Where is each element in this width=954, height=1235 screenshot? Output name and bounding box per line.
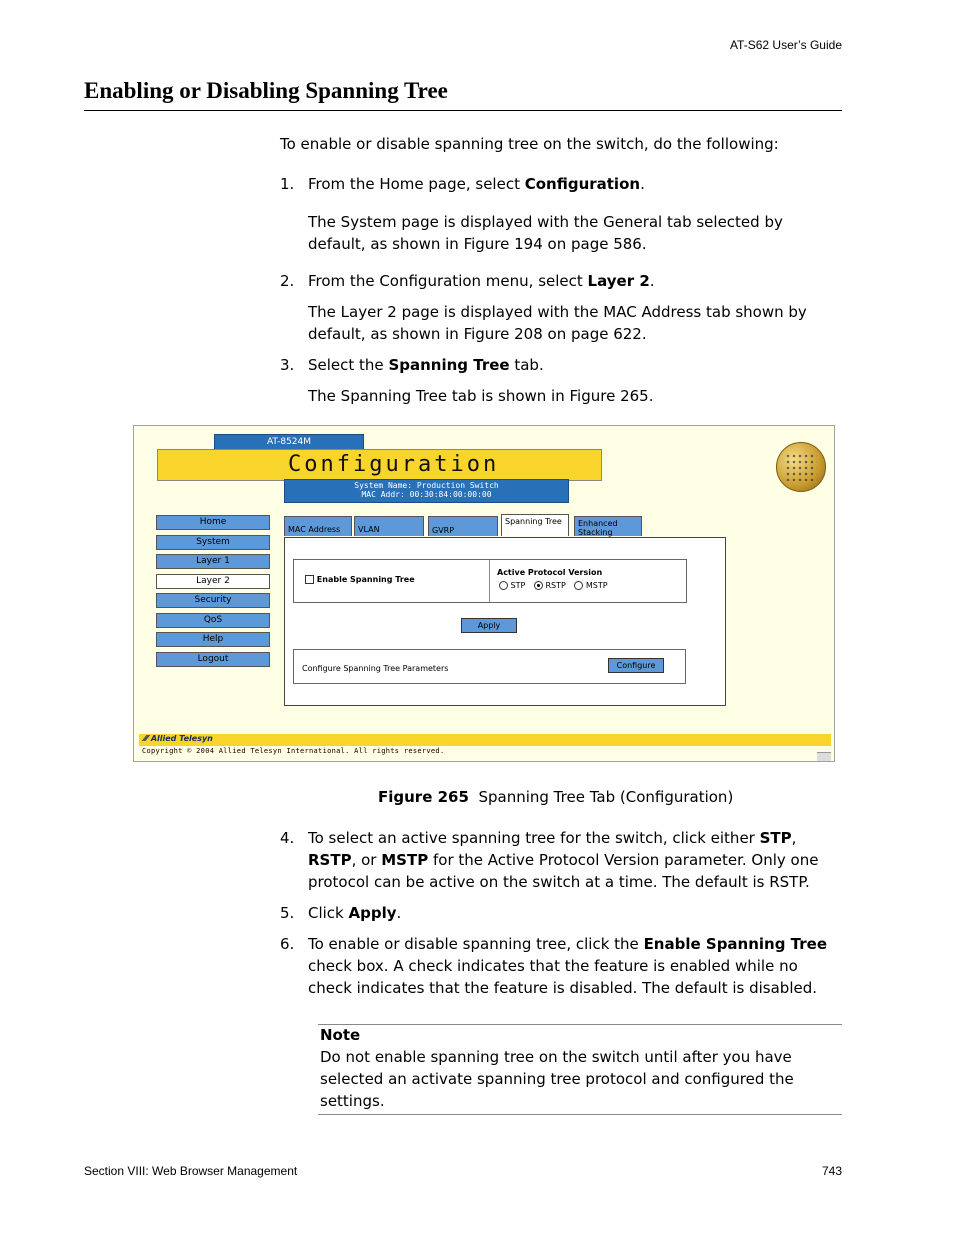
step-2-note: The Layer 2 page is displayed with the MAC Address tab shown by default, as shown in Figure 208 on page 622. <box>308 303 807 343</box>
vendor-mark-icon: ⁄⁄⁄ <box>144 734 149 743</box>
mstp-label: MSTP <box>585 581 608 590</box>
horizontal-scrollbar[interactable] <box>817 752 831 761</box>
nav-qos-button[interactable]: QoS <box>156 613 270 628</box>
copyright-line: Copyright © 2004 Allied Telesyn International. All rights reserved. <box>142 747 445 755</box>
vendor-logo <box>144 734 213 743</box>
nav-logout-button[interactable]: Logout <box>156 652 270 667</box>
note-text: Do not enable spanning tree on the switch until after you have selected an activate spanning tree protocol and configured the settings. <box>320 1048 794 1110</box>
rstp-radio[interactable] <box>534 581 543 590</box>
enable-spanning-tree-label: Enable Spanning Tree <box>316 575 415 584</box>
step-4-number: 4. <box>280 829 295 847</box>
nav-security-button[interactable]: Security <box>156 593 270 608</box>
figure-screenshot <box>133 425 835 762</box>
nav-layer1-button[interactable]: Layer 1 <box>156 554 270 569</box>
step-2-number: 2. <box>280 272 295 290</box>
tab-enhanced-stacking[interactable]: Enhanced Stacking <box>574 516 642 536</box>
globe-logo-icon <box>776 442 826 492</box>
configure-button[interactable]: Configure <box>608 658 664 673</box>
footer-bar <box>139 734 831 746</box>
stp-label: STP <box>510 581 526 590</box>
tab-spanning-tree[interactable]: Spanning Tree <box>501 514 569 536</box>
step-1-text: From the Home page, select Configuration. <box>308 175 645 193</box>
step-2-text: From the Configuration menu, select Layer 2. <box>308 272 655 290</box>
step-1-number: 1. <box>280 175 295 193</box>
nav-home-button[interactable]: Home <box>156 515 270 530</box>
configuration-banner <box>157 449 602 481</box>
mac-address: MAC Addr: 00:30:84:00:00:00 <box>361 490 492 499</box>
rstp-label: RSTP <box>545 581 566 590</box>
vendor-name: Allied Telesyn <box>150 734 213 743</box>
tab-mac-address[interactable]: MAC Address <box>284 516 352 536</box>
apply-button[interactable]: Apply <box>461 618 517 633</box>
note-bottom-rule <box>318 1114 842 1115</box>
tab-gvrp[interactable]: GVRP <box>428 516 498 536</box>
footer-section: Section VIII: Web Browser Management <box>84 1164 298 1178</box>
page-number: 743 <box>821 1164 842 1178</box>
step-4-text: To select an active spanning tree for the switch, click either STP, RSTP, or MSTP for the Active Protocol Version parameter. Only one protocol can be active on the switch at a time. The default is RSTP. <box>308 829 819 891</box>
settings-divider <box>489 560 490 602</box>
system-name: System Name: Production Switch <box>354 481 499 490</box>
intro-paragraph: To enable or disable spanning tree on the switch, do the following: <box>280 135 779 153</box>
note-title: Note <box>320 1026 361 1044</box>
settings-box <box>293 559 687 603</box>
step-1-note: The System page is displayed with the General tab selected by default, as shown in Figure 194 on page 586. <box>308 213 783 253</box>
note-top-rule <box>318 1024 842 1025</box>
step-6-text: To enable or disable spanning tree, click the Enable Spanning Tree check box. A check indicates that the feature is enabled while no check indicates that the feature is disabled. The default is disabled. <box>308 935 828 997</box>
step-5-number: 5. <box>280 904 295 922</box>
figure-caption: Figure 265 Spanning Tree Tab (Configuration) <box>378 788 734 806</box>
step-6-number: 6. <box>280 935 295 953</box>
step-3-number: 3. <box>280 356 295 374</box>
enable-row <box>305 575 415 584</box>
running-head: AT-S62 User’s Guide <box>729 38 842 52</box>
spanning-tree-panel <box>284 537 726 706</box>
step-5-text: Click Apply. <box>308 904 402 922</box>
enable-spanning-tree-checkbox[interactable] <box>305 575 314 584</box>
protocol-options <box>499 581 608 590</box>
title-rule <box>84 110 842 111</box>
model-label: AT-8524M <box>214 434 364 450</box>
nav-system-button[interactable]: System <box>156 535 270 550</box>
stp-radio[interactable] <box>499 581 508 590</box>
nav-layer2-button[interactable]: Layer 2 <box>156 574 270 589</box>
mstp-radio[interactable] <box>574 581 583 590</box>
parameters-label: Configure Spanning Tree Parameters <box>302 664 449 673</box>
protocol-label: Active Protocol Version <box>497 568 603 577</box>
tab-vlan[interactable]: VLAN <box>354 516 424 536</box>
parameters-box <box>293 649 686 684</box>
step-3-text: Select the Spanning Tree tab. <box>308 356 544 374</box>
section-title: Enabling or Disabling Spanning Tree <box>84 78 448 103</box>
nav-help-button[interactable]: Help <box>156 632 270 647</box>
banner-title: Configuration <box>288 452 500 477</box>
step-3-note: The Spanning Tree tab is shown in Figure 265. <box>308 387 654 405</box>
system-info-box <box>284 479 569 503</box>
